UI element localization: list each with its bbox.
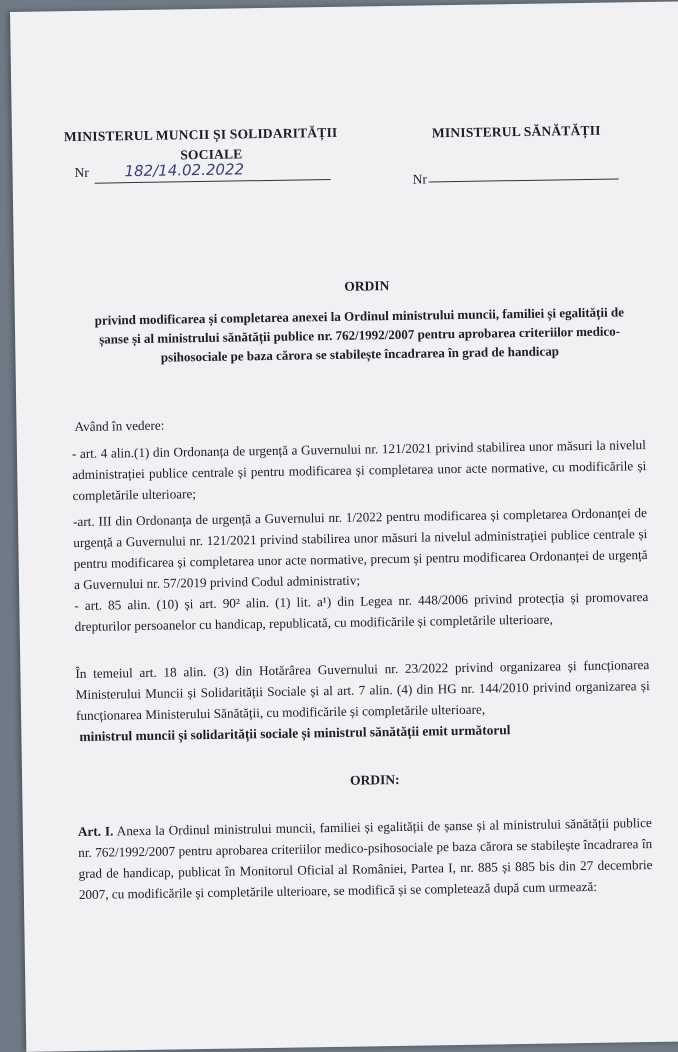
- document-subtitle: privind modificarea și completarea anexei la Ordinul ministrului muncii, familiei și egalității de șanse și al ministrului sănătății publice nr. 762/1992/2007 pentru aprobarea criteriilor medico-psihosociale pe baza cărora se stabilește încadrarea în grad de handicap: [94, 304, 625, 365]
- left-ministry-line1: MINISTERUL MUNCII ȘI SOLIDARITĂȚII: [63, 124, 338, 145]
- consideration-1: - art. 4 alin.(1) din Ordonanța de urgență a Guvernului nr. 121/2021 privind stabilirea unor măsuri la nivelul administrației publice centrale și pentru modificarea și completarea unor acte normative, cu modificările și completările ulterioare;: [71, 437, 647, 504]
- intro-text: Având în vedere:: [74, 417, 165, 435]
- issuers-statement: ministrul muncii și solidarității sociale și ministrul sănătății emit următorul: [79, 722, 511, 744]
- article-1-label: Art. I.: [77, 823, 114, 840]
- right-nr-line: [429, 178, 619, 182]
- document-page: [10, 1, 678, 1052]
- consideration-3: - art. 85 alin. (10) și art. 90² alin. (1) lit. a¹) din Legea nr. 448/2006 privind protecția și promovarea drepturilor persoanelor cu handicap, republicată, cu modificările și completările ulterioare,: [74, 589, 649, 635]
- left-ministry-line2: SOCIALE: [180, 146, 243, 163]
- article-1-text: Anexa la Ordinul ministrului muncii, familiei și egalității de șanse și al ministrului sănătății publice nr. 762/1992/2007 pentru aprobarea criteriilor medico-psihosociale pe baza cărora se stabilește încadrarea în grad de handicap, publicat în Monitorul Oficial al României, Partea I, nr. 885 și 885 bis din 27 decembrie 2007, cu modificările și completările ulterioare, se modifică și se completează după cum urmează:: [78, 815, 653, 903]
- document-title: ORDIN: [344, 278, 390, 294]
- right-ministry: MINISTERUL SĂNĂTĂȚII: [431, 122, 601, 141]
- article-1: [78, 812, 653, 905]
- left-nr-label: Nr: [74, 164, 89, 181]
- consideration-2: -art. III din Ordonanța de urgență a Guvernului nr. 1/2022 pentru modificarea și completarea Ordonanței de urgență a Guvernului nr. 121/2021 privind stabilirea unor măsuri la nivelul administrației publice centrale și pentru modificarea și completarea unor acte normative, precum și pentru modificarea Ordonanței de urgență a Guvernului nr. 57/2019 privind Codul administrativ;: [72, 505, 648, 593]
- legal-basis: În temeiul art. 18 alin. (3) din Hotărârea Guvernului nr. 23/2022 privind organizarea și funcționarea Ministerului Muncii și Solidarității Sociale și al art. 7 alin. (4) din HG nr. 144/2010 privind organizarea și funcționarea Ministerului Sănătății, cu modificările și completările ulterioare,: [75, 657, 650, 724]
- order-title: ORDIN:: [349, 771, 400, 788]
- right-nr-label: Nr: [412, 171, 428, 187]
- handwritten-registration-number: 182/14.02.2022: [124, 160, 245, 181]
